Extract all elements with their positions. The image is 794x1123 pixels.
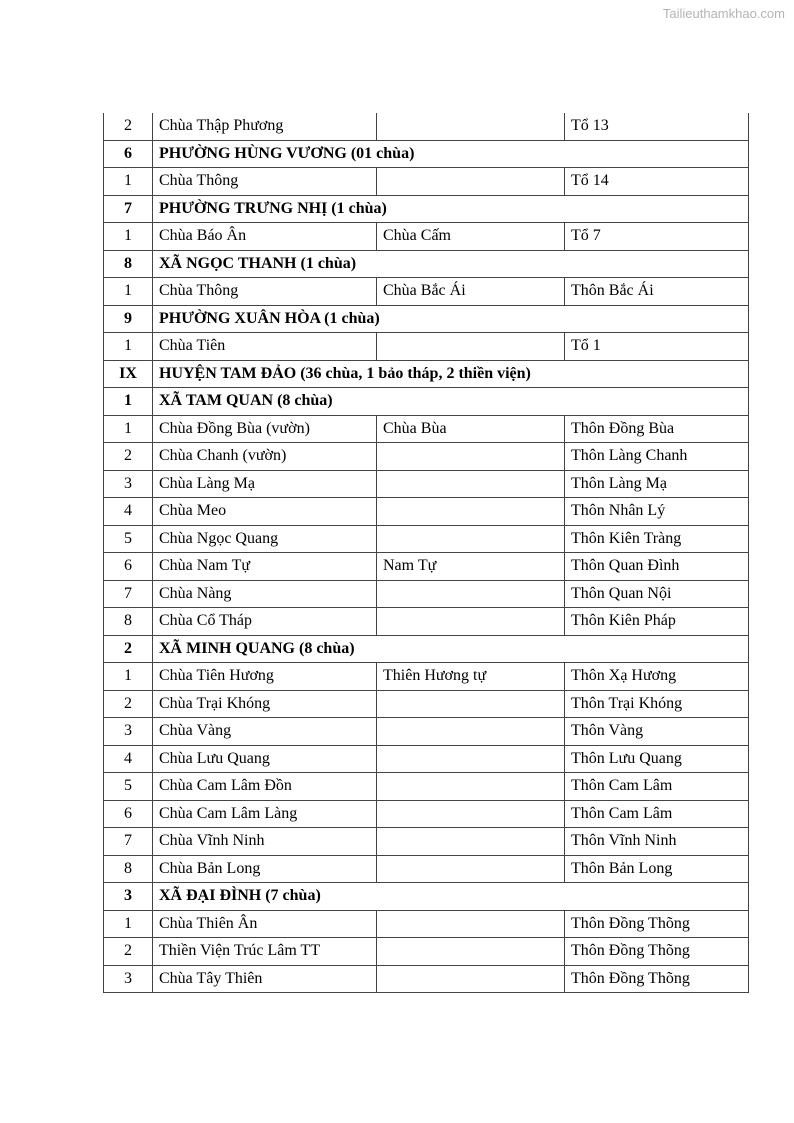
alternate-name	[377, 168, 565, 196]
section-header-row	[104, 250, 749, 278]
section-header-row	[104, 140, 749, 168]
location: Thôn Đồng Thõng	[565, 910, 749, 938]
alternate-name	[377, 773, 565, 801]
section-title: XÃ NGỌC THANH (1 chùa)	[153, 250, 749, 278]
temple-name: Chùa Chanh (vườn)	[153, 443, 377, 471]
location: Tổ 14	[565, 168, 749, 196]
location: Thôn Đồng Bùa	[565, 415, 749, 443]
row-number: 1	[104, 168, 153, 196]
section-number: 6	[104, 140, 153, 168]
temple-name: Chùa Ngọc Quang	[153, 525, 377, 553]
section-header-row	[104, 635, 749, 663]
row-number: 6	[104, 553, 153, 581]
location: Thôn Kiên Pháp	[565, 608, 749, 636]
location: Thôn Đồng Thõng	[565, 938, 749, 966]
row-number: 7	[104, 828, 153, 856]
table-row	[104, 443, 749, 471]
section-number: 3	[104, 883, 153, 911]
section-title: XÃ MINH QUANG (8 chùa)	[153, 635, 749, 663]
alternate-name	[377, 690, 565, 718]
section-title: PHƯỜNG TRƯNG NHỊ (1 chùa)	[153, 195, 749, 223]
alternate-name: Chùa Cấm	[377, 223, 565, 251]
location: Thôn Xạ Hương	[565, 663, 749, 691]
table-row	[104, 580, 749, 608]
table-body	[104, 113, 749, 993]
section-title: XÃ TAM QUAN (8 chùa)	[153, 388, 749, 416]
row-number: 6	[104, 800, 153, 828]
table-row	[104, 470, 749, 498]
section-number: 1	[104, 388, 153, 416]
location: Thôn Cam Lâm	[565, 773, 749, 801]
alternate-name	[377, 910, 565, 938]
alternate-name	[377, 470, 565, 498]
location: Thôn Bắc Ái	[565, 278, 749, 306]
table-row	[104, 663, 749, 691]
row-number: 1	[104, 278, 153, 306]
alternate-name	[377, 333, 565, 361]
alternate-name	[377, 525, 565, 553]
section-header-row	[104, 195, 749, 223]
table-row	[104, 855, 749, 883]
temple-name: Chùa Cam Lâm Đồn	[153, 773, 377, 801]
location: Thôn Kiên Tràng	[565, 525, 749, 553]
table-row	[104, 965, 749, 993]
temple-name: Chùa Vĩnh Ninh	[153, 828, 377, 856]
temple-name: Chùa Nam Tự	[153, 553, 377, 581]
temple-name: Chùa Cổ Tháp	[153, 608, 377, 636]
temple-name: Chùa Đồng Bùa (vườn)	[153, 415, 377, 443]
table-row	[104, 223, 749, 251]
row-number: 7	[104, 580, 153, 608]
row-number: 1	[104, 910, 153, 938]
location: Thôn Làng Chanh	[565, 443, 749, 471]
section-title: PHƯỜNG HÙNG VƯƠNG (01 chùa)	[153, 140, 749, 168]
location: Thôn Bản Long	[565, 855, 749, 883]
alternate-name: Nam Tự	[377, 553, 565, 581]
section-header-row	[104, 883, 749, 911]
location: Thôn Vàng	[565, 718, 749, 746]
table-row	[104, 608, 749, 636]
section-header-row	[104, 388, 749, 416]
row-number: 1	[104, 333, 153, 361]
location: Thôn Lưu Quang	[565, 745, 749, 773]
table-row	[104, 800, 749, 828]
row-number: 1	[104, 415, 153, 443]
row-number: 1	[104, 223, 153, 251]
table-row	[104, 525, 749, 553]
alternate-name	[377, 718, 565, 746]
temple-name: Chùa Tây Thiên	[153, 965, 377, 993]
temple-name: Chùa Tiên Hương	[153, 663, 377, 691]
row-number: 1	[104, 663, 153, 691]
alternate-name	[377, 938, 565, 966]
table-row	[104, 718, 749, 746]
location: Tổ 1	[565, 333, 749, 361]
temple-name: Chùa Thông	[153, 168, 377, 196]
row-number: 3	[104, 965, 153, 993]
row-number: 8	[104, 608, 153, 636]
alternate-name	[377, 800, 565, 828]
alternate-name: Chùa Bùa	[377, 415, 565, 443]
table-row	[104, 553, 749, 581]
row-number: 2	[104, 690, 153, 718]
alternate-name	[377, 608, 565, 636]
table-row	[104, 910, 749, 938]
temple-name: Chùa Meo	[153, 498, 377, 526]
alternate-name	[377, 443, 565, 471]
table-row	[104, 938, 749, 966]
location: Tổ 13	[565, 113, 749, 140]
table-row	[104, 168, 749, 196]
temple-name: Chùa Cam Lâm Làng	[153, 800, 377, 828]
section-title: PHƯỜNG XUÂN HÒA (1 chùa)	[153, 305, 749, 333]
location: Thôn Trại Khóng	[565, 690, 749, 718]
location: Thôn Quan Đình	[565, 553, 749, 581]
table-row	[104, 745, 749, 773]
section-number: 9	[104, 305, 153, 333]
alternate-name	[377, 855, 565, 883]
table-row	[104, 333, 749, 361]
location: Thôn Quan Nội	[565, 580, 749, 608]
table-row	[104, 113, 749, 140]
temple-name: Chùa Báo Ân	[153, 223, 377, 251]
table-row	[104, 828, 749, 856]
temple-name: Chùa Thông	[153, 278, 377, 306]
section-number: 2	[104, 635, 153, 663]
row-number: 3	[104, 718, 153, 746]
alternate-name	[377, 965, 565, 993]
row-number: 2	[104, 938, 153, 966]
row-number: 3	[104, 470, 153, 498]
temple-name: Chùa Vàng	[153, 718, 377, 746]
temple-name: Chùa Nàng	[153, 580, 377, 608]
table-row	[104, 773, 749, 801]
watermark: Tailieuthamkhao.com	[662, 6, 785, 21]
temple-name: Chùa Làng Mạ	[153, 470, 377, 498]
location: Thôn Cam Lâm	[565, 800, 749, 828]
location: Thôn Đồng Thõng	[565, 965, 749, 993]
temple-name: Thiền Viện Trúc Lâm TT	[153, 938, 377, 966]
location: Thôn Nhân Lý	[565, 498, 749, 526]
temple-name: Chùa Thập Phương	[153, 113, 377, 140]
section-header-row	[104, 360, 749, 388]
row-number: 5	[104, 525, 153, 553]
table-row	[104, 415, 749, 443]
table-row	[104, 690, 749, 718]
alternate-name	[377, 745, 565, 773]
temple-name: Chùa Tiên	[153, 333, 377, 361]
row-number: 2	[104, 113, 153, 140]
section-number: IX	[104, 360, 153, 388]
temple-name: Chùa Bản Long	[153, 855, 377, 883]
section-header-row	[104, 305, 749, 333]
alternate-name	[377, 580, 565, 608]
alternate-name: Thiên Hương tự	[377, 663, 565, 691]
temple-name: Chùa Trại Khóng	[153, 690, 377, 718]
temple-name: Chùa Thiên Ân	[153, 910, 377, 938]
table-row	[104, 278, 749, 306]
temple-name: Chùa Lưu Quang	[153, 745, 377, 773]
location: Tổ 7	[565, 223, 749, 251]
row-number: 8	[104, 855, 153, 883]
table-row	[104, 498, 749, 526]
row-number: 4	[104, 745, 153, 773]
temple-table	[103, 113, 749, 993]
section-number: 8	[104, 250, 153, 278]
row-number: 2	[104, 443, 153, 471]
alternate-name: Chùa Bắc Ái	[377, 278, 565, 306]
alternate-name	[377, 113, 565, 140]
section-title: HUYỆN TAM ĐẢO (36 chùa, 1 bảo tháp, 2 thiền viện)	[153, 360, 749, 388]
alternate-name	[377, 828, 565, 856]
row-number: 5	[104, 773, 153, 801]
row-number: 4	[104, 498, 153, 526]
alternate-name	[377, 498, 565, 526]
location: Thôn Vĩnh Ninh	[565, 828, 749, 856]
section-number: 7	[104, 195, 153, 223]
section-title: XÃ ĐẠI ĐÌNH (7 chùa)	[153, 883, 749, 911]
location: Thôn Làng Mạ	[565, 470, 749, 498]
